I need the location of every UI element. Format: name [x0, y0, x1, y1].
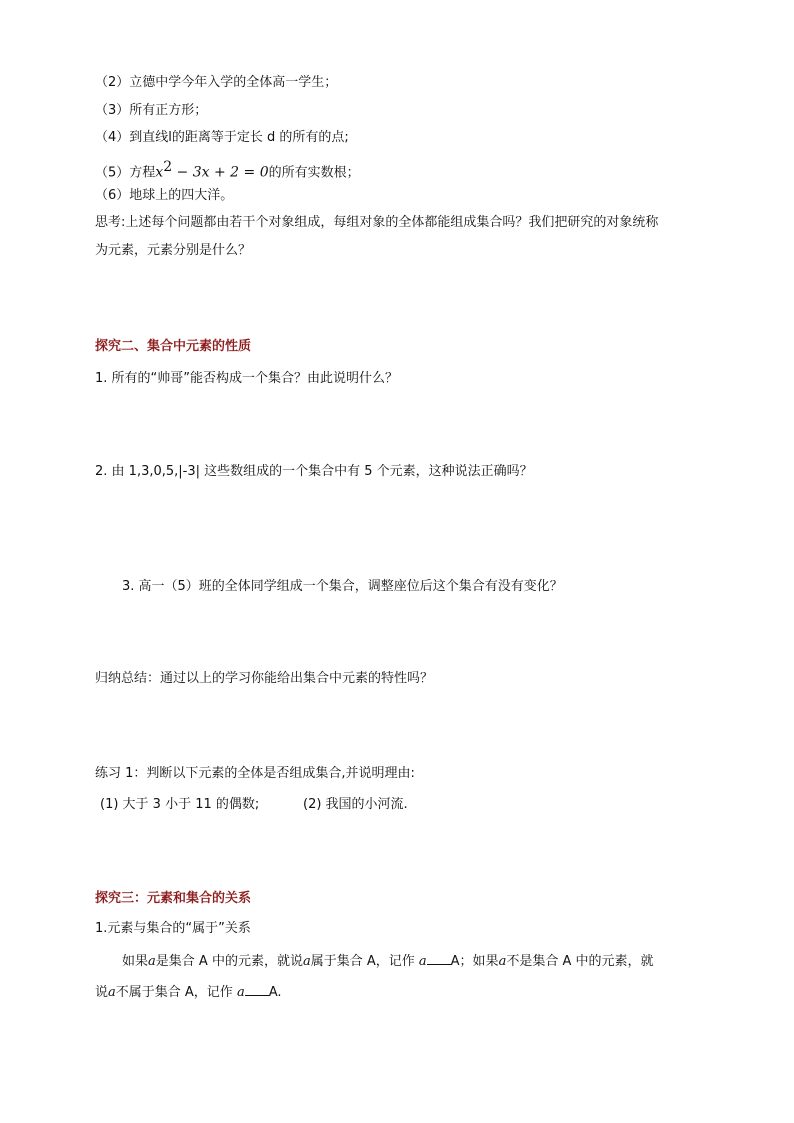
p1-text-b: 是集合 A 中的元素，就说 — [155, 954, 303, 969]
section-2-question-2: 2. 由 1,3,0,5,|-3| 这些数组成的一个集合中有 5 个元素，这种说法正确吗？ — [95, 464, 533, 479]
section-3-title: 探究三：元素和集合的关系 — [95, 891, 252, 906]
fill-blank-2[interactable] — [245, 983, 269, 996]
p2-var-2: a — [236, 985, 245, 1000]
p1-text-e: 不是集合 A 中的元素，就 — [506, 954, 654, 969]
p2-var-1: a — [108, 985, 116, 1000]
p2-text-b: 不属于集合 A，记作 — [115, 985, 233, 1000]
section-2-question-3: 3. 高一（5）班的全体同学组成一个集合，调整座位后这个集合有没有变化？ — [122, 579, 563, 594]
section-2-question-1: 1. 所有的“帅哥”能否构成一个集合？由此说明什么？ — [95, 371, 399, 386]
intro-item-3: （3）所有正方形； — [95, 103, 208, 118]
membership-paragraph-line-1 — [122, 952, 654, 971]
section-2-title: 探究二、集合中元素的性质 — [95, 339, 252, 354]
exercise-1-title: 练习 1：判断以下元素的全体是否组成集合,并说明理由: — [95, 766, 415, 781]
intro-item-5 — [95, 158, 360, 182]
section-2-summary: 归纳总结：通过以上的学习你能给出集合中元素的特性吗？ — [95, 671, 434, 686]
p1-var-1: a — [148, 954, 156, 969]
p1-var-4: a — [498, 954, 507, 969]
p2-text-c: A. — [268, 985, 282, 1000]
item5-suffix: 的所有实数根； — [268, 165, 360, 181]
exercise-1-item-a: (1) 大于 3 小于 11 的偶数; — [100, 797, 260, 812]
fill-blank-1[interactable] — [427, 952, 451, 965]
p2-text-a: 说 — [95, 985, 109, 1000]
section-3-subtitle-1: 1.元素与集合的“属于”关系 — [95, 921, 251, 936]
intro-item-4: （4）到直线l的距离等于定长 d 的所有的点; — [95, 130, 349, 145]
exercise-1-item-b: (2) 我国的小河流. — [303, 797, 408, 812]
p1-text-d: A；如果 — [450, 954, 499, 969]
intro-item-6: （6）地球上的四大洋。 — [95, 188, 234, 203]
p1-text-a: 如果 — [122, 954, 149, 969]
membership-paragraph-line-2 — [95, 983, 282, 1002]
equation-rest: − 3x + 2 = 0 — [172, 164, 269, 181]
think-line-2: 为元素，元素分别是什么？ — [95, 243, 252, 258]
intro-item-2: （2）立德中学今年入学的全体高一学生； — [95, 75, 338, 90]
equation-var: x — [155, 164, 164, 181]
think-line-1: 思考:上述每个问题都由若干个对象组成，每组对象的全体都能组成集合吗？我们把研究的对象统称 — [95, 215, 659, 230]
equation-exponent: 2 — [163, 159, 173, 175]
p1-var-3: a — [418, 954, 427, 969]
p1-text-c: 属于集合 A，记作 — [310, 954, 415, 969]
item5-prefix: （5）方程 — [95, 165, 156, 181]
p1-var-2: a — [302, 954, 311, 969]
